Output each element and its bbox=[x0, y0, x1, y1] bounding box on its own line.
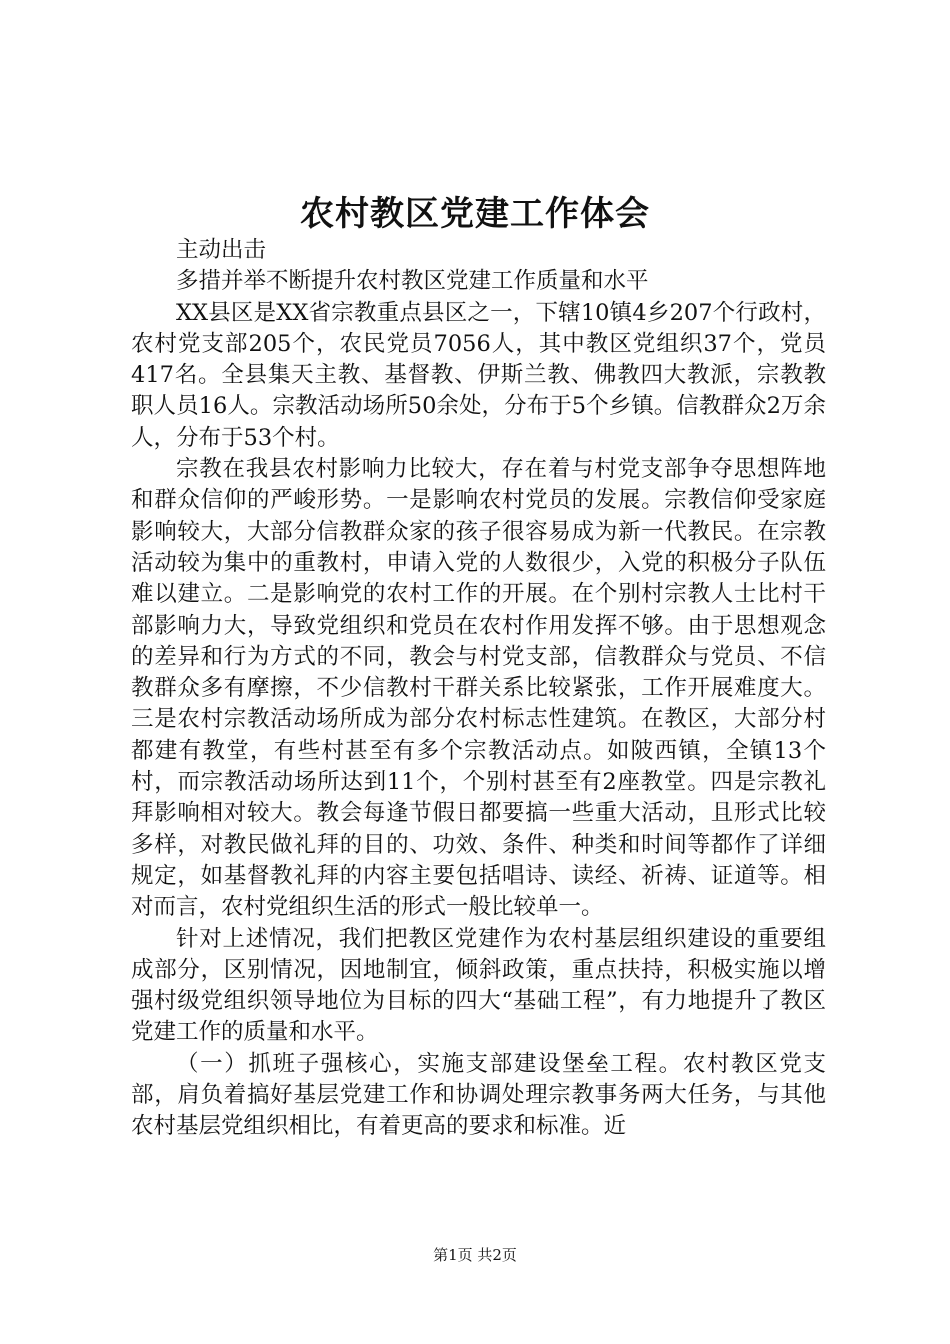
subtitle-line-2: 多措并举不断提升农村教区党建工作质量和水平 bbox=[176, 268, 649, 295]
document-title: 农村教区党建工作体会 bbox=[300, 194, 650, 234]
page-footer: 第1页 共2页 bbox=[433, 1246, 517, 1264]
paragraph-situation: 宗教在我县农村影响力比较大，存在着与村党支部争夺思想阵地和群众信仰的严峻形势。一是影响农村党员的发展。宗教信仰受家庭影响较大，大部分信教群众家的孩子很容易成为新一代教民。在宗教活动较为集中的重教村，申请入党的人数很少，入党的积极分子队伍难以建立。二是影响党的农村工作的开展。在个别村宗教人士比村干部影响力大，导致党组织和党员在农村作用发挥不够。由于思想观念的差异和行为方式的不同，教会与村党支部，信教群众与党员、不信教群众多有摩擦，不少信教村干群关系比较紧张，工作开展难度大。三是农村宗教活动场所成为部分农村标志性建筑。在教区，大部分村都建有教堂，有些村甚至有多个宗教活动点。如陂西镇，全镇13个村，而宗教活动场所达到11个，个别村甚至有2座教堂。四是宗教礼拜影响相对较大。教会每逢节假日都要搞一些重大活动，且形式比较多样，对教民做礼拜的目的、功效、条件、种类和时间等都作了详细规定，如基督教礼拜的内容主要包括唱诗、读经、祈祷、证道等。相对而言，农村党组织生活的形式一般比较单一。 bbox=[131, 456, 826, 921]
paragraph-response: 针对上述情况，我们把教区党建作为农村基层组织建设的重要组成部分，区别情况，因地制宜，倾斜政策，重点扶持，积极实施以增强村级党组织领导地位为目标的四大“基础工程”，有力地提升了教区党建工作的质量和水平。 bbox=[131, 925, 826, 1046]
document-body bbox=[131, 235, 826, 1143]
paragraph-overview: XX县区是XX省宗教重点县区之一，下辖10镇4乡207个行政村，农村党支部205个，农民党员7056人，其中教区党组织37个，党员417名。全县集天主教、基督教、伊斯兰教、佛教四大教派，宗教教职人员16人。宗教活动场所50余处，分布于5个乡镇。信教群众2万余人，分布于53个村。 bbox=[131, 299, 826, 451]
subtitle-line-1: 主动出击 bbox=[176, 237, 267, 263]
paragraph-section-one: （一）抓班子强核心，实施支部建设堡垒工程。农村教区党支部，肩负着搞好基层党建工作和协调处理宗教事务两大任务，与其他农村基层党组织相比，有着更高的要求和标准。近 bbox=[131, 1050, 826, 1140]
